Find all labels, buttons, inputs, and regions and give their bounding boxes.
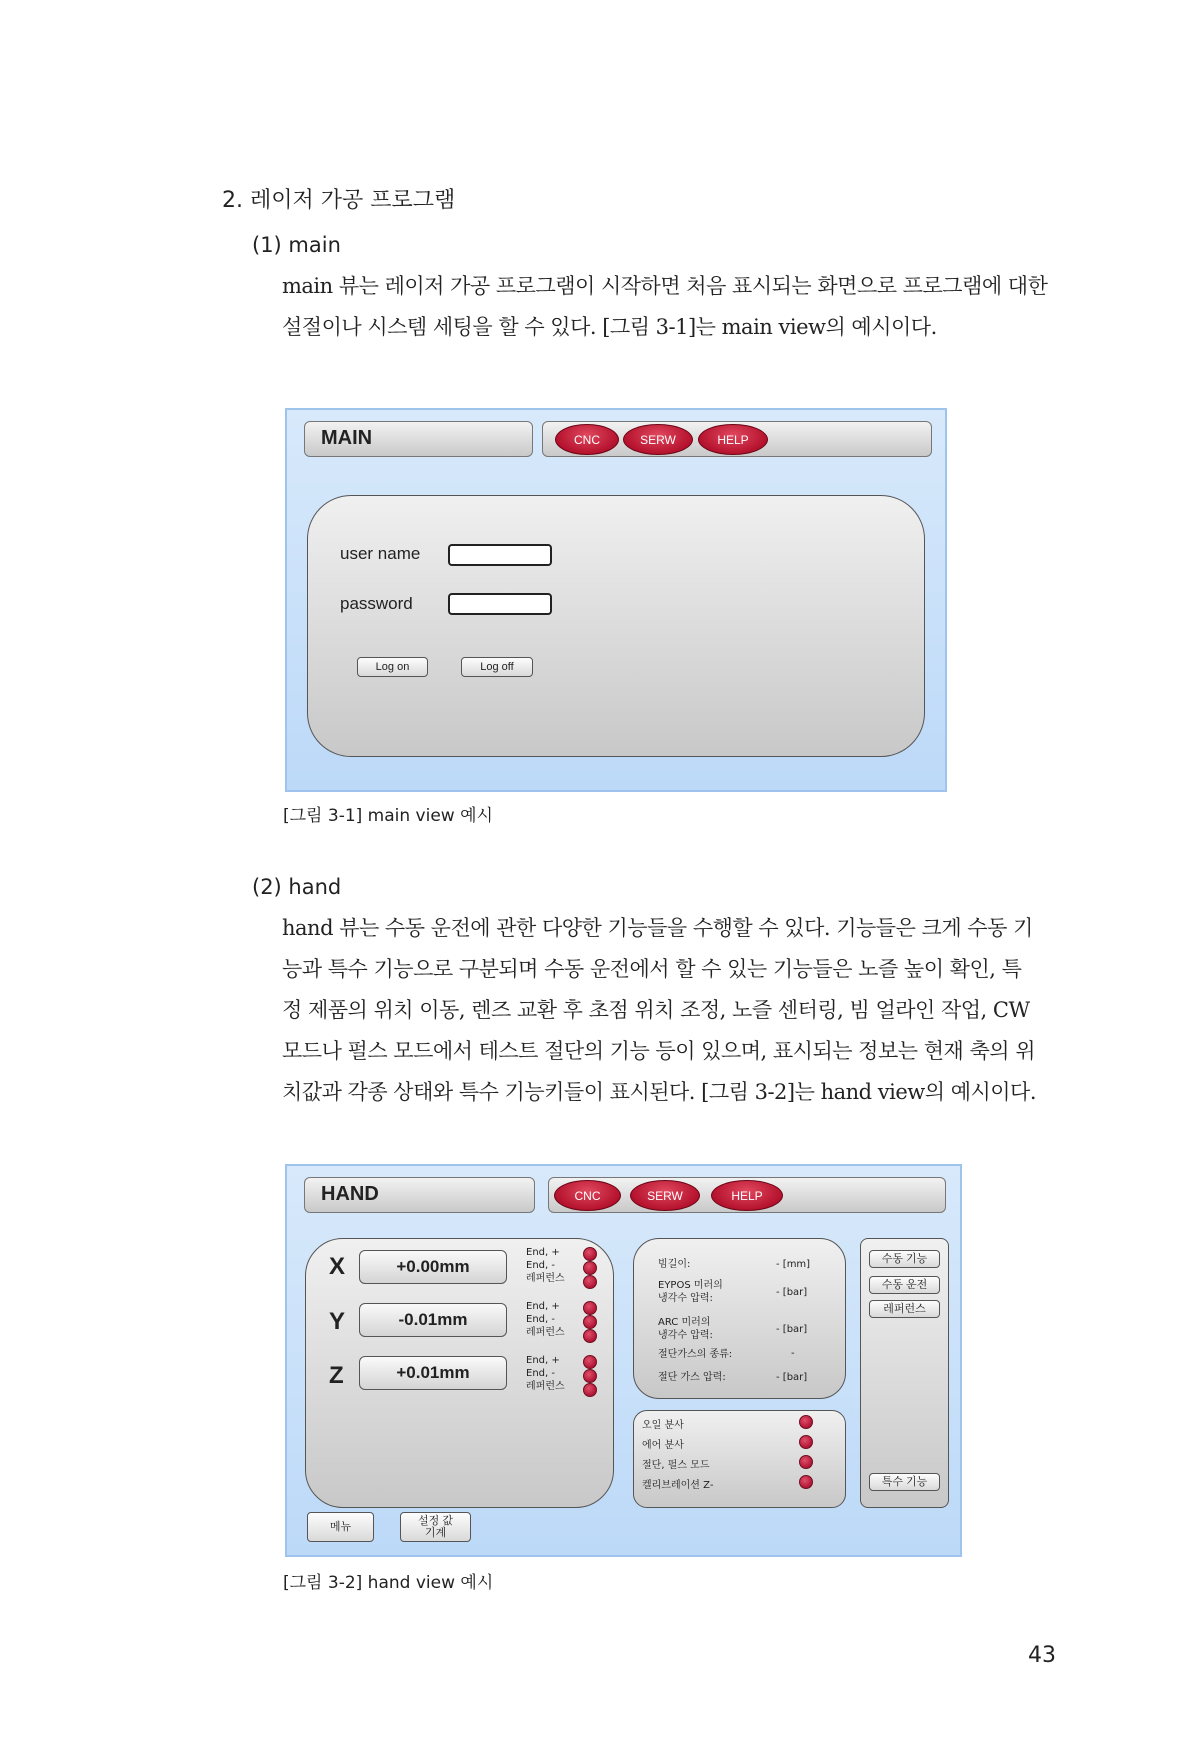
status-indicator xyxy=(583,1369,597,1383)
manual-operation-button[interactable]: 수동 운전 xyxy=(869,1276,940,1294)
function-list xyxy=(642,1416,713,1496)
limit-label: End, + xyxy=(526,1301,560,1312)
password-label: password xyxy=(340,594,413,613)
axis-x-value: +0.00mm xyxy=(359,1250,507,1284)
limit-label: End, - xyxy=(526,1260,555,1271)
settings-label-line: 설정 값 xyxy=(418,1515,453,1527)
eypos-label xyxy=(658,1279,723,1305)
help-button[interactable]: HELP xyxy=(711,1180,783,1211)
eypos-label-line: EYPOS 미러의 xyxy=(658,1280,723,1291)
axis-x-limits xyxy=(526,1246,565,1285)
axis-y-limits xyxy=(526,1300,565,1339)
login-panel xyxy=(307,495,925,757)
status-indicator xyxy=(583,1383,597,1397)
arc-value: - [bar] xyxy=(776,1324,808,1335)
arc-label-line: ARC 미러의 xyxy=(658,1317,711,1328)
axis-label-x: X xyxy=(329,1253,346,1280)
axis-y-value: -0.01mm xyxy=(359,1303,507,1337)
paragraph-line: hand 뷰는 수동 운전에 관한 다양한 기능들을 수행할 수 있다. 기능들은 크게 수동 기 xyxy=(282,916,1033,940)
function-button-column xyxy=(860,1238,949,1508)
serw-button[interactable]: SERW xyxy=(630,1180,700,1211)
limit-label: 레퍼런스 xyxy=(526,1273,565,1284)
gas-type-label: 절단가스의 종류: xyxy=(658,1349,733,1360)
cnc-button[interactable]: CNC xyxy=(554,1180,621,1211)
arc-label xyxy=(658,1316,713,1342)
section-heading: 2. 레이저 가공 프로그램 xyxy=(222,188,456,213)
function-panel xyxy=(633,1410,846,1508)
axis-z-limits xyxy=(526,1354,565,1393)
function-calibration-z: 켈리브레이션 Z- xyxy=(642,1480,714,1491)
paragraph-line: 치값과 각종 상태와 특수 기능키들이 표시된다. [그림 3-2]는 hand view의 예시이다. xyxy=(282,1080,1037,1104)
gas-pressure-label: 절단 가스 압력: xyxy=(658,1372,726,1383)
axis-label-z: Z xyxy=(329,1362,344,1389)
gas-pressure-value: - [bar] xyxy=(776,1372,808,1383)
pulse-mode-toggle[interactable] xyxy=(799,1455,813,1469)
log-off-button[interactable]: Log off xyxy=(461,657,533,677)
settings-label-line: 기계 xyxy=(424,1527,447,1539)
air-spray-toggle[interactable] xyxy=(799,1435,813,1449)
main-nav-bar xyxy=(542,421,932,457)
gas-type-value: - xyxy=(791,1348,795,1359)
subsection-main-title: (1) main xyxy=(252,233,341,257)
limit-label: 레퍼런스 xyxy=(526,1381,565,1392)
paragraph-line: 모드나 펄스 모드에서 테스트 절단의 기능 등이 있으며, 표시되는 정보는 현재 축의 위 xyxy=(282,1039,1035,1063)
eypos-label-line: 냉각수 압력: xyxy=(658,1293,713,1304)
status-indicator xyxy=(583,1301,597,1315)
paragraph-line: 설절이나 시스템 세팅을 할 수 있다. [그림 3-1]는 main view의 예시이다. xyxy=(282,315,937,339)
oil-spray-toggle[interactable] xyxy=(799,1415,813,1429)
figure2-caption: [그림 3-2] hand view 예시 xyxy=(283,1573,494,1593)
page-number: 43 xyxy=(1028,1643,1056,1668)
cnc-button[interactable]: CNC xyxy=(555,424,619,455)
paragraph-line: 정 제품의 위치 이동, 렌즈 교환 후 초점 위치 조정, 노즐 센터링, 빔 얼라인 작업, CW xyxy=(282,998,1030,1022)
hand-title: HAND xyxy=(321,1183,379,1205)
hand-title-bar xyxy=(304,1177,535,1213)
hand-description xyxy=(282,908,1052,1113)
menu-button[interactable]: 메뉴 xyxy=(307,1512,374,1542)
arc-label-line: 냉각수 압력: xyxy=(658,1330,713,1341)
paragraph-line: 능과 특수 기능으로 구분되며 수동 운전에서 할 수 있는 기능들은 노즐 높이 확인, 특 xyxy=(282,957,1022,981)
status-indicator xyxy=(583,1329,597,1343)
manual-function-button[interactable]: 수동 기능 xyxy=(869,1250,940,1268)
beam-length-value: - [mm] xyxy=(776,1259,811,1270)
axis-label-y: Y xyxy=(329,1308,346,1335)
paragraph-line: main 뷰는 레이저 가공 프로그램이 시작하면 처음 표시되는 화면으로 프로그램에 대한 xyxy=(282,274,1048,298)
status-indicator xyxy=(583,1355,597,1369)
hand-view-figure xyxy=(285,1164,962,1557)
limit-label: End, - xyxy=(526,1368,555,1379)
help-button[interactable]: HELP xyxy=(698,424,768,455)
limit-label: End, + xyxy=(526,1247,560,1258)
special-function-button[interactable]: 특수 기능 xyxy=(869,1473,940,1491)
limit-label: End, - xyxy=(526,1314,555,1325)
calibration-toggle[interactable] xyxy=(799,1475,813,1489)
username-label: user name xyxy=(340,544,421,563)
settings-machine-button[interactable] xyxy=(400,1512,471,1542)
status-indicator xyxy=(583,1247,597,1261)
limit-label: 레퍼런스 xyxy=(526,1327,565,1338)
main-view-figure xyxy=(285,408,947,792)
beam-length-label: 빔길이: xyxy=(658,1259,691,1270)
figure1-caption: [그림 3-1] main view 예시 xyxy=(283,806,493,826)
log-on-button[interactable]: Log on xyxy=(357,657,428,677)
axis-position-panel xyxy=(305,1238,614,1508)
password-input[interactable] xyxy=(448,593,552,615)
status-indicator xyxy=(583,1315,597,1329)
username-input[interactable] xyxy=(448,544,552,566)
function-cut-pulse-mode: 절단, 펄스 모드 xyxy=(642,1460,710,1471)
main-title-bar xyxy=(304,421,533,457)
status-info-panel xyxy=(633,1238,846,1399)
main-title: MAIN xyxy=(321,427,373,449)
function-air-spray: 에어 분사 xyxy=(642,1440,684,1451)
status-indicator xyxy=(583,1275,597,1289)
eypos-value: - [bar] xyxy=(776,1287,808,1298)
hand-nav-bar xyxy=(548,1177,946,1213)
subsection-hand-title: (2) hand xyxy=(252,875,342,899)
status-indicator xyxy=(583,1261,597,1275)
main-description xyxy=(282,266,1052,348)
function-oil-spray: 오일 분사 xyxy=(642,1420,684,1431)
serw-button[interactable]: SERW xyxy=(623,424,693,455)
limit-label: End, + xyxy=(526,1355,560,1366)
reference-button[interactable]: 레퍼런스 xyxy=(869,1300,940,1318)
axis-z-value: +0.01mm xyxy=(359,1356,507,1390)
